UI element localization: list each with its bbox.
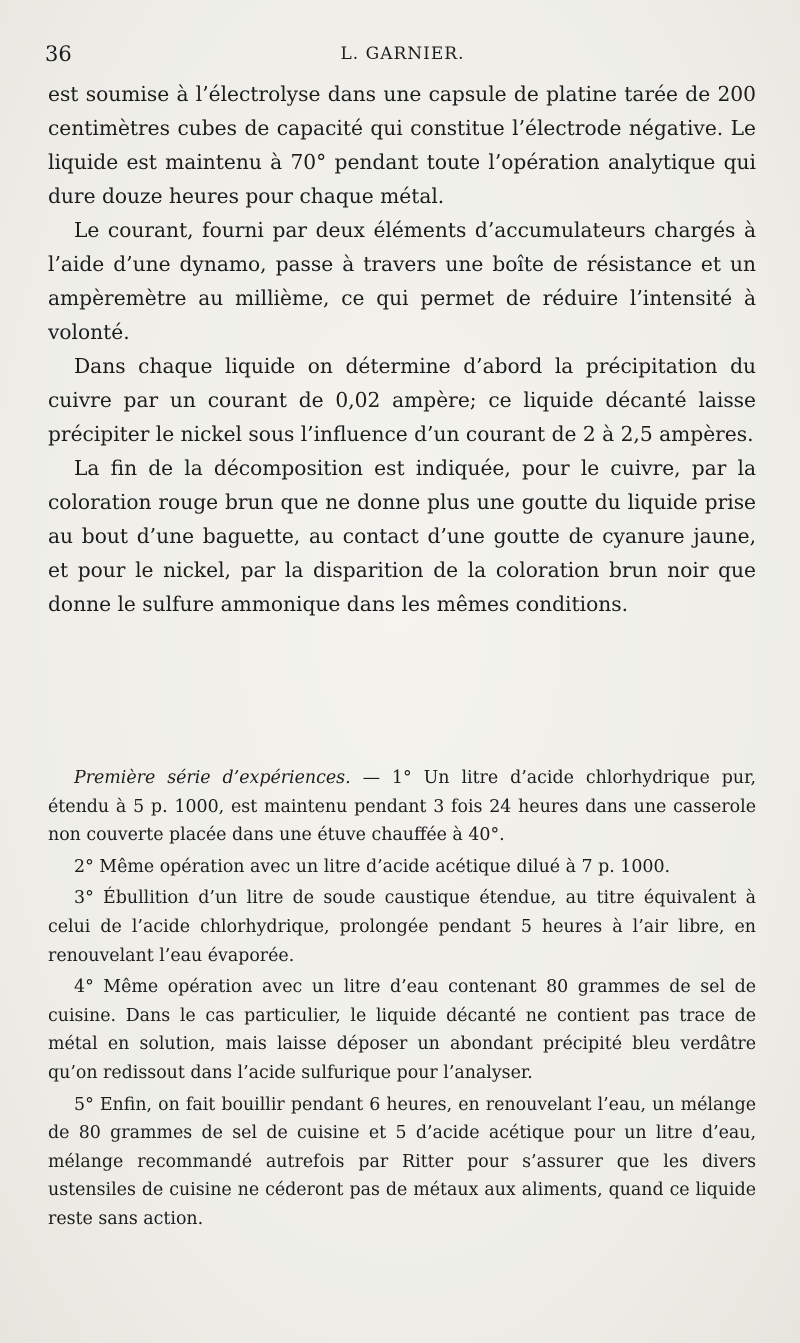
experiments-section <box>48 764 756 1237</box>
experiment-3: 3° Ébullition d’un litre de soude caustique étendue, au titre équivalent à celui de l’acide chlorhydrique, prolongée pendant 5 heures à l’air libre, en renouvelant l’eau évaporée. <box>48 888 756 966</box>
page-header <box>45 30 760 70</box>
paragraph-4: La fin de la décomposition est indiquée, pour le cuivre, par la coloration rouge brun que ne donne plus une goutte du liquide prise au bout d’une baguette, au contact d’une goutte de cyanure jaune, et pour le nickel, par la disparition de la coloration brun noir que donne le sulfure ammonique dans les mêmes conditions. <box>48 456 756 616</box>
main-text <box>48 77 756 621</box>
experiment-1 <box>48 764 756 850</box>
page-number: 36 <box>45 42 72 66</box>
paragraph-1: est soumise à l’électrolyse dans une capsule de platine tarée de 200 centimètres cubes de capacité qui constitue l’électrode négative. Le liquide est maintenu à 70° pendant toute l’opération analytique qui dure douze heures pour chaque métal. <box>48 82 756 208</box>
paragraph-3: Dans chaque liquide on détermine d’abord la précipitation du cuivre par un courant de 0,02 ampère; ce liquide décanté laisse précipiter le nickel sous l’influence d’un courant de 2 à 2,5 ampères. <box>48 354 756 446</box>
experiment-5: 5° Enfin, on fait bouillir pendant 6 heures, en renouvelant l’eau, un mélange de 80 grammes de sel de cuisine et 5 d’acide acétique pour un litre d’eau, mélange recommandé autrefois par Ritter pour s’assurer que les divers ustensiles de cuisine ne céderont pas de métaux aux aliments, quand ce liquide reste sans action. <box>48 1094 756 1229</box>
running-head: L. GARNIER. <box>340 44 465 64</box>
experiment-2: 2° Même opération avec un litre d’acide acétique dilué à 7 p. 1000. <box>74 856 671 877</box>
paragraph-2: Le courant, fourni par deux éléments d’accumulateurs chargés à l’aide d’une dynamo, passe à travers une boîte de résistance et un ampèremètre au millième, ce qui permet de réduire l’intensité à volonté. <box>48 218 756 344</box>
experiment-1-text: — 1° Un litre d’acide chlorhydrique pur, étendu à 5 p. 1000, est maintenu pendant 3 fois 24 heures dans une casserole non couverte placée dans une étuve chauffée à 40°. <box>48 768 756 846</box>
series-title: Première série d’expériences. <box>74 768 351 788</box>
experiment-4: 4° Même opération avec un litre d’eau contenant 80 grammes de sel de cuisine. Dans le cas particulier, le liquide décanté ne contient pas trace de métal en solution, mais laisse déposer un abondant précipité bleu verdâtre qu’on redissout dans l’acide sulfurique pour l’analyser. <box>48 977 756 1083</box>
